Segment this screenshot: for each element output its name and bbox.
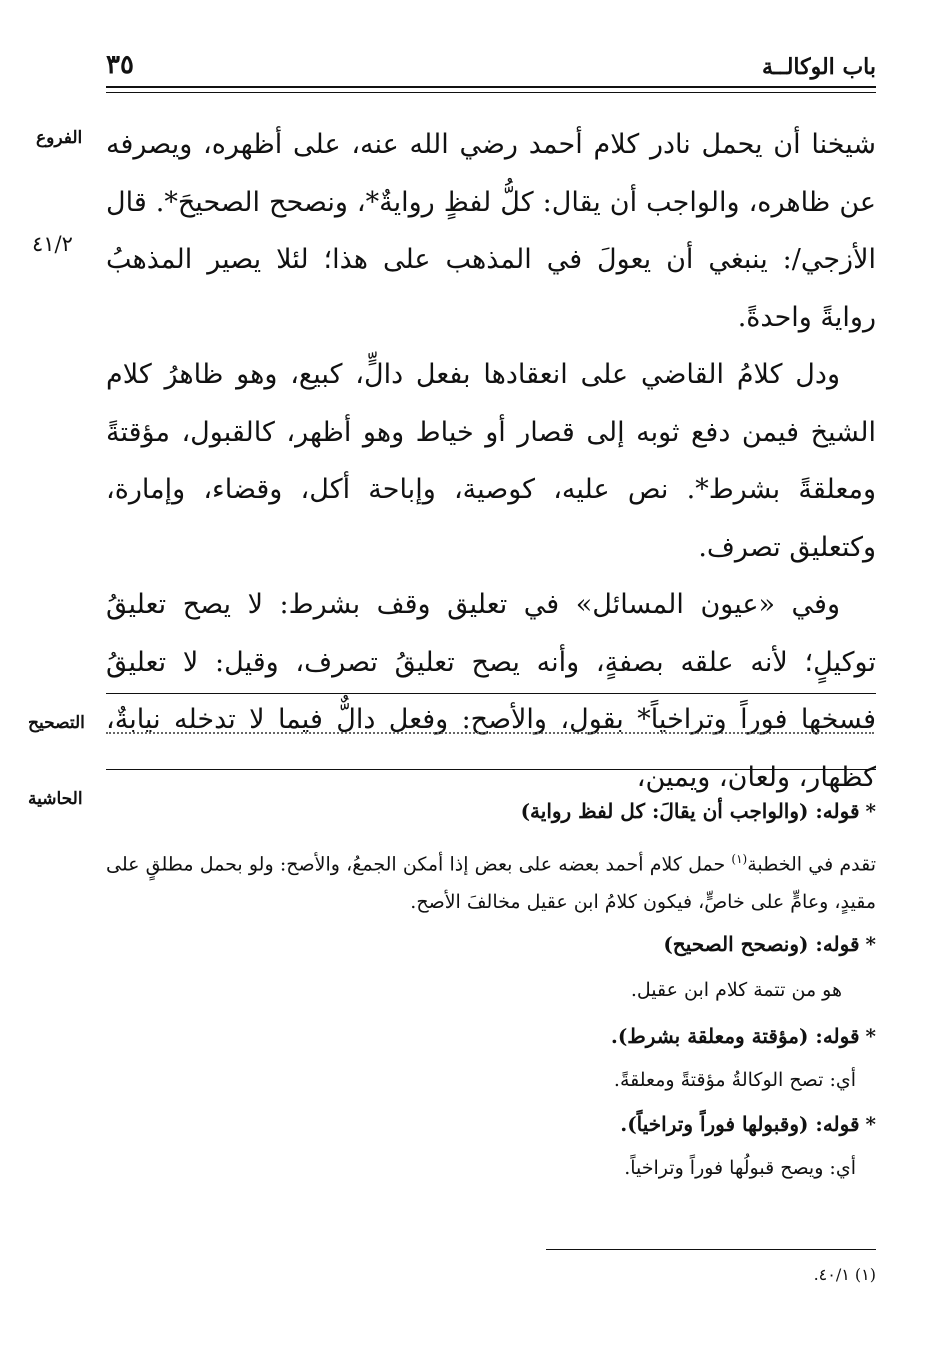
commentary-entry bbox=[106, 927, 876, 1009]
footnote-marker: (١) bbox=[731, 852, 748, 866]
commentary-heading bbox=[106, 794, 876, 828]
margin-label-hashiya: الحاشية bbox=[28, 789, 83, 809]
asterisk-marker: * bbox=[865, 932, 876, 957]
main-text bbox=[106, 116, 876, 806]
commentary-heading bbox=[106, 1107, 876, 1141]
commentary-quote: قوله: (وقبولها فوراً وتراخياً). bbox=[620, 1112, 860, 1137]
header-rule bbox=[106, 86, 876, 88]
commentary-entry bbox=[106, 1107, 876, 1187]
volume-page-reference: ٤١/٢ bbox=[32, 232, 73, 256]
main-paragraph: ودل كلامُ القاضي على انعقادها بفعل دالٍّ، كبيع، وهو ظاهرُ كلام الشيخ فيمن دفع ثوبه إلى قصار أو خياط وهو أظهر، كالقبول، مؤقتةً ومعلقةً بشرط*. نص عليه، كوصية، وإباحة أكل، وقضاء، وإمارة، وكتعليق تصرف. bbox=[106, 359, 876, 563]
running-header-title: باب الوكالــة bbox=[762, 54, 876, 80]
header-rule-thin bbox=[106, 92, 876, 93]
commentary-explanation: هو من تتمة كلام ابن عقيل. bbox=[630, 979, 842, 1002]
section-divider bbox=[106, 769, 876, 770]
commentary-heading bbox=[106, 927, 876, 961]
page-number: ٣٥ bbox=[106, 50, 134, 80]
commentary-explanation: أي: ويصح قبولُها فوراً وتراخياً. bbox=[624, 1157, 856, 1180]
commentary-quote: قوله: (مؤقتة ومعلقة بشرط). bbox=[610, 1024, 860, 1049]
asterisk-marker: * bbox=[865, 799, 876, 823]
commentary-quote: قوله: (ونصحح الصحيح) bbox=[663, 932, 860, 957]
commentary-heading bbox=[106, 1019, 876, 1053]
main-paragraph: وفي «عيون المسائل» في تعليق وقف بشرط: لا يصح تعليقُ توكيلٍ؛ لأنه علقه بصفةٍ، وأنه يصح تعليقُ تصرف، وقيل: لا تعليقُ فسخها فوراً وتراخياً* بقول، والأصح: وفعل دالٌّ فيما لا تدخله نيابةٌ، كظهار، ولعان، ويمين، bbox=[106, 589, 876, 793]
footnote: (١) ٤٠/١. bbox=[813, 1265, 876, 1284]
tashih-dotted-line bbox=[106, 732, 874, 734]
asterisk-marker: * bbox=[865, 1112, 876, 1137]
main-paragraph: شيخنا أن يحمل نادر كلام أحمد رضي الله عنه، على أظهره، ويصرفه عن ظاهره، والواجب أن يقال: كلُّ لفظٍ روايةٌ*، ونصحح الصحيحَ*. قال الأزجي/: ينبغي أن يعولَ في المذهب على هذا؛ لئلا يصير المذهبُ روايةً واحدةً. bbox=[106, 129, 876, 333]
commentary-explanation: تقدم في الخطبة$^{(١)}$ حمل كلام أحمد بعضه على بعض إذا أمكن الجمعُ، والأصح: ولو بحمل مطلقٍ على مقيدٍ، وعامٍّ على خاصٍّ، فيكون كلامُ ابن عقيل مخالفَ الأصح. bbox=[106, 852, 876, 914]
section-divider bbox=[106, 693, 876, 694]
asterisk-marker: * bbox=[865, 1024, 876, 1049]
margin-label-tashih: التصحيح bbox=[28, 713, 85, 733]
commentary-entry bbox=[106, 794, 876, 921]
commentary-explanation: أي: تصح الوكالةُ مؤقتةً ومعلقةً. bbox=[613, 1069, 856, 1092]
commentary-entry bbox=[106, 1019, 876, 1099]
hashiya-commentary bbox=[106, 794, 876, 1187]
margin-label-furoo: الفروع bbox=[36, 128, 83, 148]
footnote-rule bbox=[546, 1249, 876, 1250]
commentary-quote: قوله: (والواجب أن يقالَ: كل لفظ رواية) bbox=[520, 799, 860, 823]
